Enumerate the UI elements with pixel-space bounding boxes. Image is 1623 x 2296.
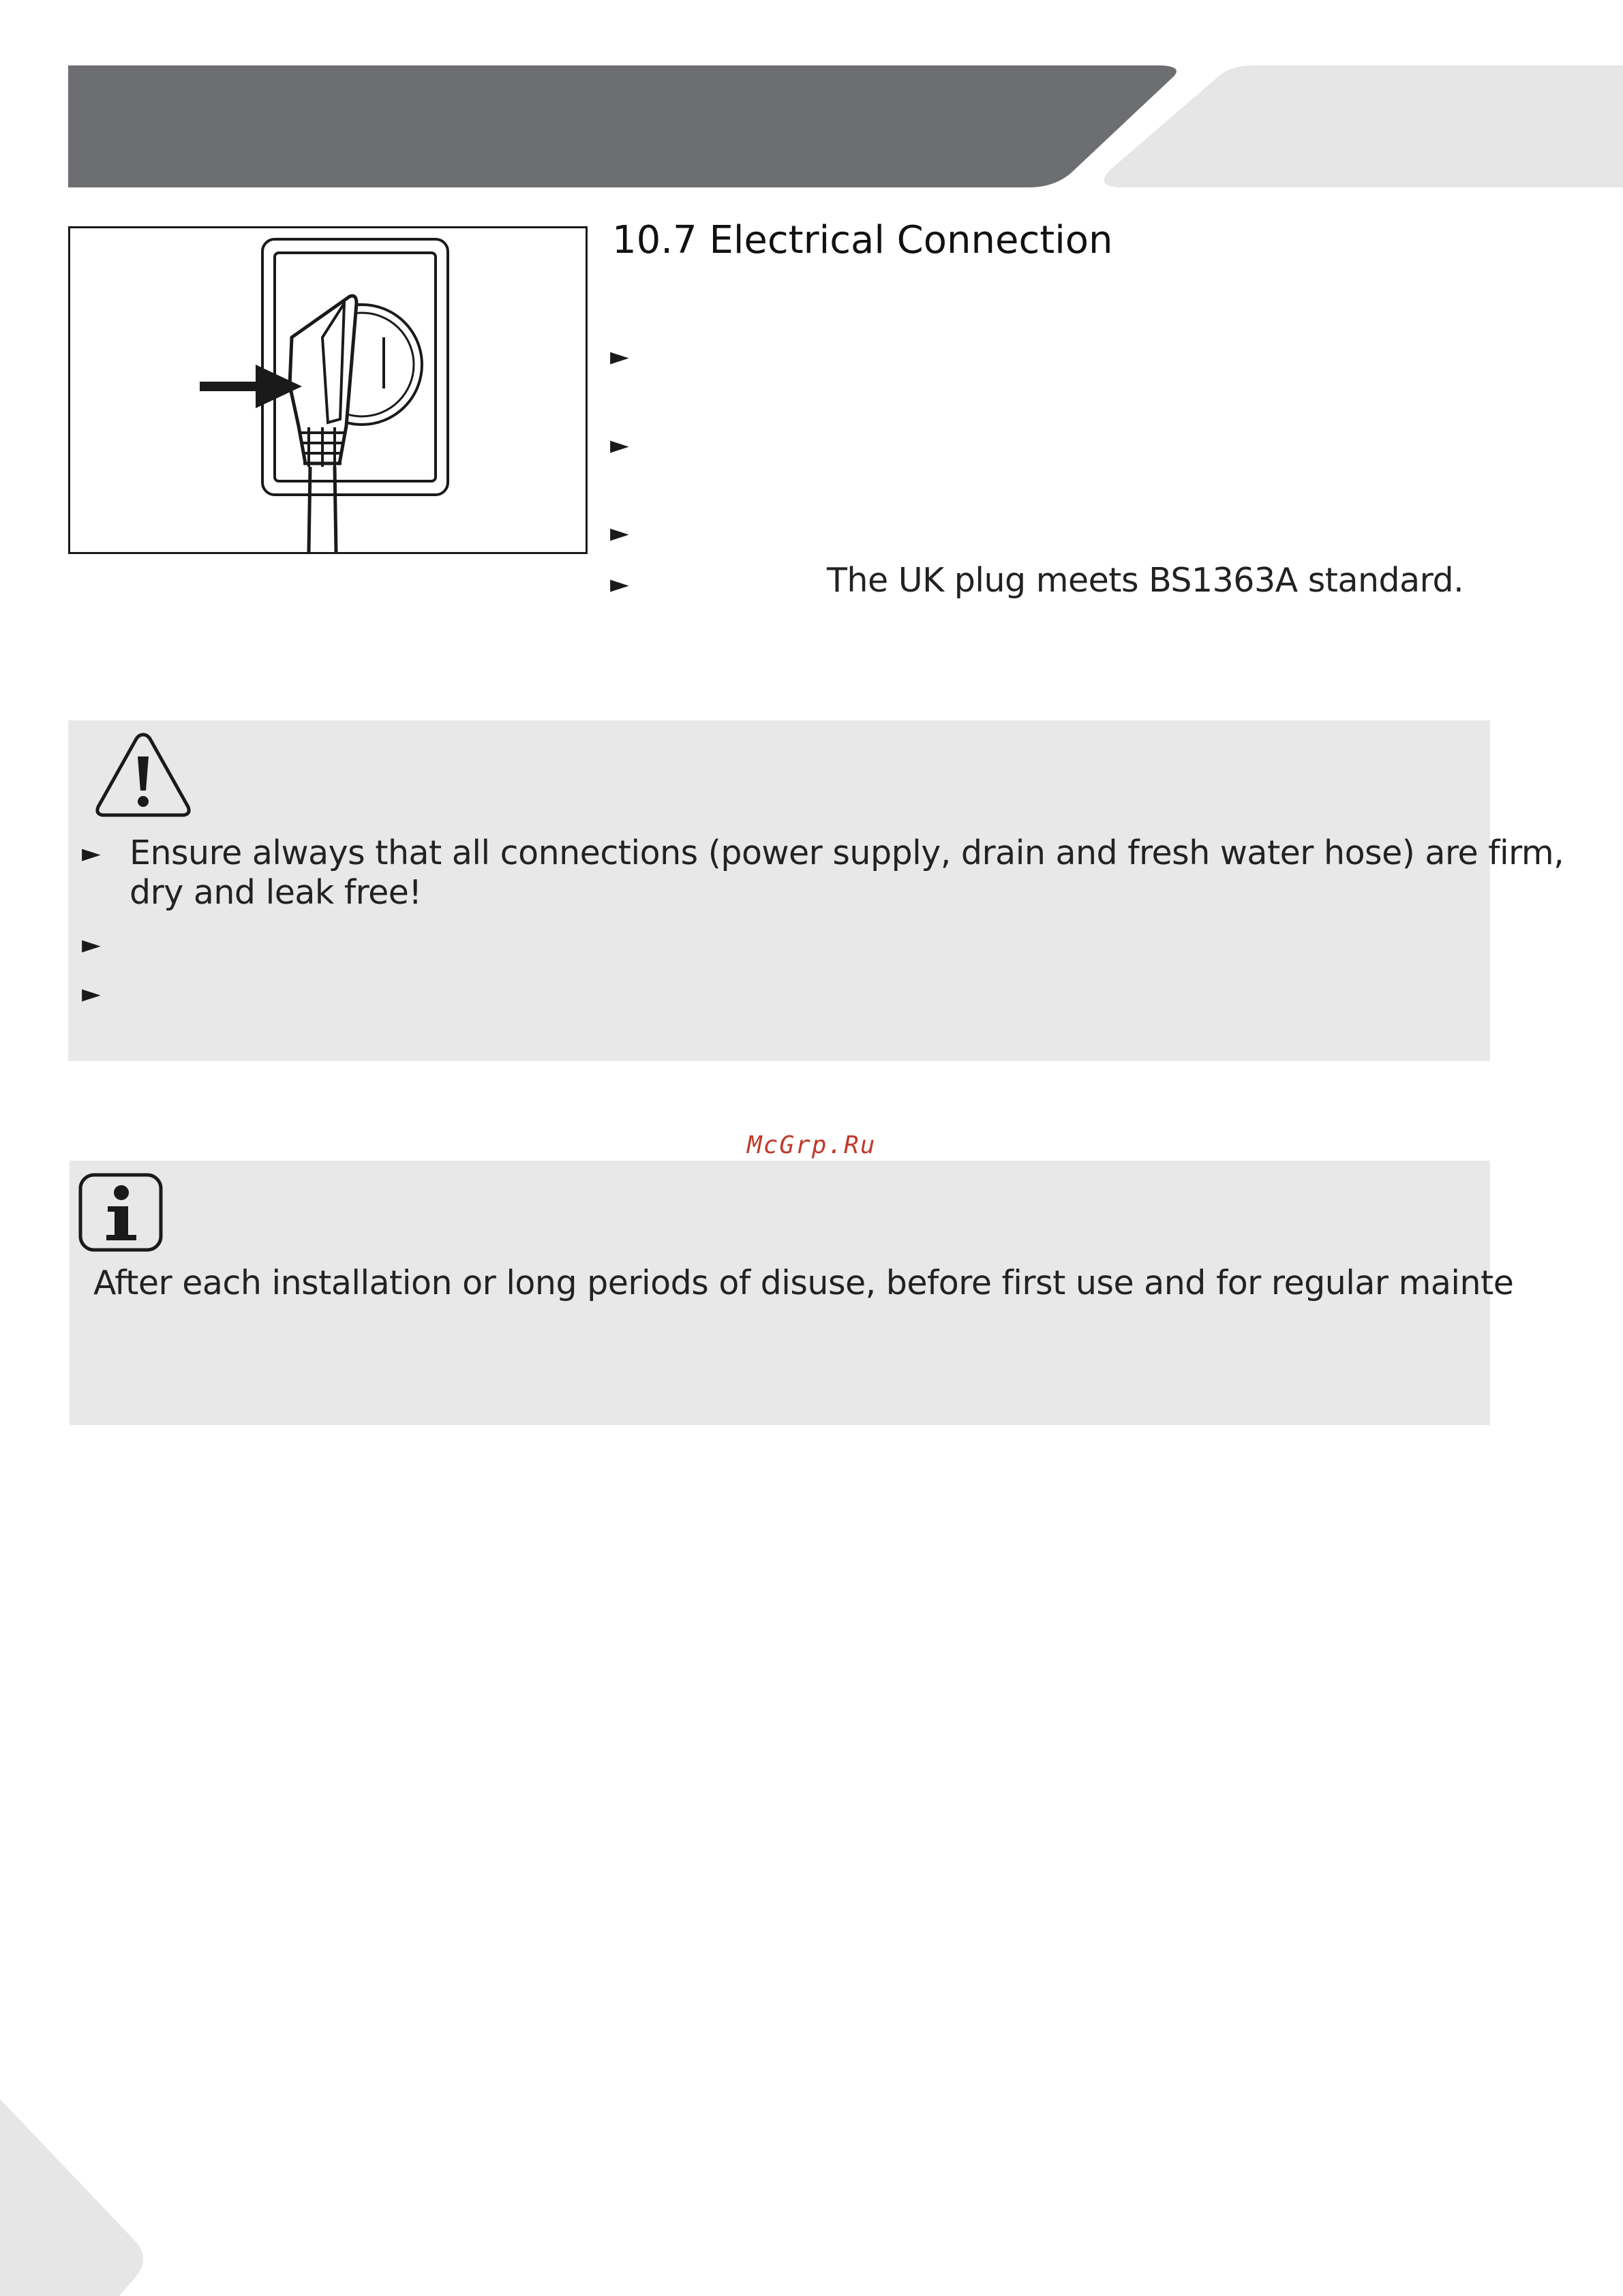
bullet-marker-icon: ►	[610, 431, 629, 459]
warning-bullet-text-1	[130, 833, 1564, 913]
bullet-marker-icon: ►	[82, 840, 101, 868]
warning-triangle-icon	[94, 731, 192, 819]
header-tab	[1104, 65, 1623, 187]
info-icon	[78, 1172, 164, 1253]
section-bullet-text-4: The UK plug meets BS1363A standard.	[827, 561, 1464, 600]
section-title: 10.7 Electrical Connection	[612, 218, 1113, 262]
bullet-marker-icon: ►	[610, 519, 629, 547]
watermark: McGrp.Ru	[747, 1131, 877, 1159]
page-header	[0, 0, 1623, 204]
bullet-marker-icon: ►	[610, 570, 629, 598]
plug-into-socket-illustration	[70, 228, 586, 552]
plug-figure	[68, 226, 588, 554]
bullet-marker-icon: ►	[610, 343, 629, 371]
header-band	[68, 65, 1177, 187]
warning-bullet-text-1-line2: dry and leak free!	[130, 873, 422, 912]
warning-bullet-text-1-line1: Ensure always that all connections (power supply, drain and fresh water hose) are firm,	[130, 833, 1564, 872]
bullet-marker-icon: ►	[82, 931, 101, 959]
corner-decoration	[0, 2085, 164, 2296]
info-text: After each installation or long periods of disuse, before first use and for regular mainte	[93, 1264, 1514, 1302]
bullet-marker-icon: ►	[82, 980, 101, 1008]
